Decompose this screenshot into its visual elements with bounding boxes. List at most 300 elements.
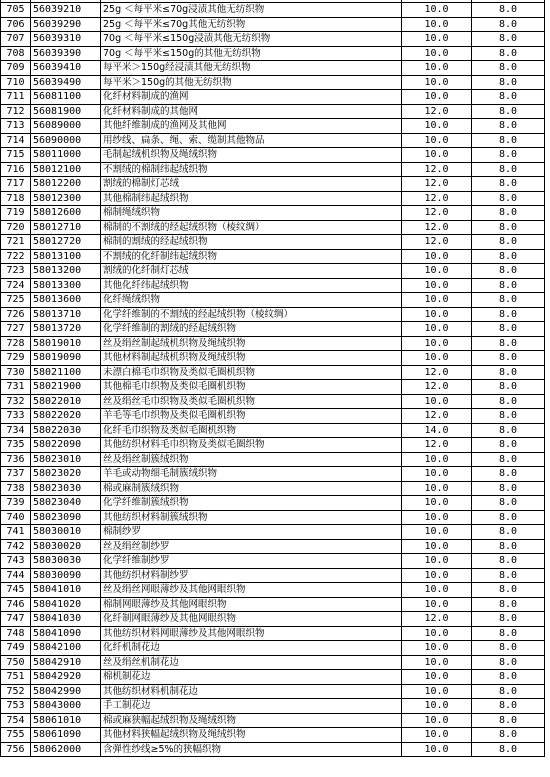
rate-mfn: 10.0 [402,684,472,699]
rate-mfn: 12.0 [402,235,472,250]
item-description: 化纤材料制成的其他网 [101,104,402,119]
rate-interim: 8.0 [472,32,545,47]
table-row [1,684,545,699]
row-number: 717 [1,177,31,192]
rate-mfn: 10.0 [402,119,472,134]
row-number: 750 [1,655,31,670]
item-description: 其他纺织材料网眼薄纱及其他网眼织物 [101,626,402,641]
row-number: 728 [1,336,31,351]
item-description: 每平米＞150g经浸渍其他无纺织物 [101,61,402,76]
rate-mfn: 10.0 [402,3,472,18]
rate-interim: 8.0 [472,133,545,148]
item-description: 化学纤维制的割绒的经起绒织物 [101,322,402,337]
rate-interim: 8.0 [472,119,545,134]
rate-mfn: 10.0 [402,496,472,511]
rate-mfn: 10.0 [402,525,472,540]
item-description: 割绒的棉制灯芯绒 [101,177,402,192]
rate-interim: 8.0 [472,699,545,714]
table-row [1,423,545,438]
table-row [1,583,545,598]
item-description: 70g ＜每平米≤150g的其他无纺织物 [101,46,402,61]
row-number: 720 [1,220,31,235]
rate-interim: 8.0 [472,46,545,61]
rate-interim: 8.0 [472,423,545,438]
table-row [1,670,545,685]
item-description: 化学纤维制纱罗 [101,554,402,569]
tariff-code: 58013100 [31,249,101,264]
rate-mfn: 10.0 [402,264,472,279]
item-description: 化纤绳绒织物 [101,293,402,308]
rate-mfn: 10.0 [402,17,472,32]
table-row [1,539,545,554]
rate-mfn: 10.0 [402,307,472,322]
item-description: 割绒的化纤制灯芯绒 [101,264,402,279]
tariff-code: 58013200 [31,264,101,279]
table-row [1,264,545,279]
rate-mfn: 10.0 [402,510,472,525]
row-number: 722 [1,249,31,264]
tariff-code: 58012720 [31,235,101,250]
table-row [1,655,545,670]
item-description: 每平米＞150g的其他无纺织物 [101,75,402,90]
rate-mfn: 10.0 [402,32,472,47]
rate-interim: 8.0 [472,177,545,192]
table-row [1,119,545,134]
rate-mfn: 10.0 [402,278,472,293]
table-row [1,568,545,583]
item-description: 化学纤维制的不割绒的经起绒织物（棱纹绸） [101,307,402,322]
item-description: 化纤毛巾织物及类似毛圈机织物 [101,423,402,438]
item-description: 棉制的割绒的经起绒织物 [101,235,402,250]
item-description: 其他纺织材料毛巾织物及类似毛圈织物 [101,438,402,453]
rate-interim: 8.0 [472,278,545,293]
tariff-code: 58013720 [31,322,101,337]
table-row [1,90,545,105]
tariff-code: 58013300 [31,278,101,293]
rate-interim: 8.0 [472,104,545,119]
rate-mfn: 12.0 [402,365,472,380]
rate-mfn: 10.0 [402,336,472,351]
rate-mfn: 12.0 [402,612,472,627]
rate-mfn: 10.0 [402,655,472,670]
rate-interim: 8.0 [472,322,545,337]
table-row [1,322,545,337]
rate-mfn: 10.0 [402,641,472,656]
table-row [1,206,545,221]
row-number: 752 [1,684,31,699]
tariff-code: 56039210 [31,3,101,18]
item-description: 其他纺织材料制簇绒织物 [101,510,402,525]
table-row [1,554,545,569]
row-number: 736 [1,452,31,467]
table-row [1,104,545,119]
tariff-code: 58023020 [31,467,101,482]
table-row [1,452,545,467]
row-number: 737 [1,467,31,482]
rate-mfn: 10.0 [402,148,472,163]
row-number: 742 [1,539,31,554]
item-description: 丝及绢丝毛巾织物及类似毛圈机织物 [101,394,402,409]
row-number: 713 [1,119,31,134]
rate-interim: 8.0 [472,307,545,322]
rate-interim: 8.0 [472,220,545,235]
rate-interim: 8.0 [472,670,545,685]
row-number: 733 [1,409,31,424]
row-number: 710 [1,75,31,90]
rate-interim: 8.0 [472,481,545,496]
row-number: 754 [1,713,31,728]
table-row [1,597,545,612]
row-number: 718 [1,191,31,206]
rate-mfn: 10.0 [402,293,472,308]
rate-mfn: 10.0 [402,699,472,714]
item-description: 其他棉制纬起绒织物 [101,191,402,206]
item-description: 化纤机制花边 [101,641,402,656]
table-row [1,380,545,395]
tariff-code: 58043000 [31,699,101,714]
rate-interim: 8.0 [472,380,545,395]
row-number: 753 [1,699,31,714]
row-number: 748 [1,626,31,641]
rate-interim: 8.0 [472,249,545,264]
row-number: 738 [1,481,31,496]
rate-mfn: 12.0 [402,104,472,119]
rate-interim: 8.0 [472,148,545,163]
table-row [1,336,545,351]
tariff-code: 58012300 [31,191,101,206]
row-number: 707 [1,32,31,47]
item-description: 棉或麻狭幅起绒织物及绳绒织物 [101,713,402,728]
item-description: 棉制的不割绒的经起绒织物（棱纹绸） [101,220,402,235]
table-row [1,713,545,728]
table-row [1,728,545,743]
rate-mfn: 10.0 [402,568,472,583]
row-number: 741 [1,525,31,540]
row-number: 729 [1,351,31,366]
table-row [1,75,545,90]
tariff-code: 56090000 [31,133,101,148]
rate-mfn: 14.0 [402,423,472,438]
item-description: 棉制绳绒织物 [101,206,402,221]
table-row [1,510,545,525]
rate-mfn: 12.0 [402,438,472,453]
rate-interim: 8.0 [472,583,545,598]
item-description: 用纱线、扁条、绳、索、缆制其他物品 [101,133,402,148]
rate-mfn: 10.0 [402,351,472,366]
tariff-code: 58022030 [31,423,101,438]
row-number: 709 [1,61,31,76]
row-number: 751 [1,670,31,685]
rate-interim: 8.0 [472,351,545,366]
table-row [1,438,545,453]
item-description: 70g ＜每平米≤150g浸渍其他无纺织物 [101,32,402,47]
rate-interim: 8.0 [472,162,545,177]
rate-interim: 8.0 [472,568,545,583]
rate-mfn: 10.0 [402,394,472,409]
table-row [1,61,545,76]
rate-mfn: 10.0 [402,133,472,148]
row-number: 747 [1,612,31,627]
table-row [1,307,545,322]
row-number: 745 [1,583,31,598]
rate-interim: 8.0 [472,641,545,656]
item-description: 25g ＜每平米≤70g浸渍其他无纺织物 [101,3,402,18]
tariff-code: 58042920 [31,670,101,685]
table-row [1,467,545,482]
row-number: 725 [1,293,31,308]
item-description: 不割绒的化纤制纬起绒织物 [101,249,402,264]
rate-mfn: 10.0 [402,597,472,612]
row-number: 743 [1,554,31,569]
item-description: 25g ＜每平米≤70g其他无纺织物 [101,17,402,32]
table-row [1,278,545,293]
row-number: 706 [1,17,31,32]
tariff-code: 58019010 [31,336,101,351]
row-number: 726 [1,307,31,322]
tariff-code: 56039410 [31,61,101,76]
rate-mfn: 10.0 [402,728,472,743]
tariff-code: 56081900 [31,104,101,119]
tariff-code: 58030090 [31,568,101,583]
table-row [1,235,545,250]
row-number: 739 [1,496,31,511]
item-description: 丝及绢丝制起绒机织物及绳绒织物 [101,336,402,351]
table-row [1,46,545,61]
rate-interim: 8.0 [472,61,545,76]
rate-mfn: 10.0 [402,90,472,105]
rate-mfn: 12.0 [402,162,472,177]
rate-interim: 8.0 [472,365,545,380]
rate-interim: 8.0 [472,742,545,757]
rate-mfn: 10.0 [402,583,472,598]
tariff-code: 58019090 [31,351,101,366]
rate-mfn: 12.0 [402,220,472,235]
tariff-code: 56089000 [31,119,101,134]
row-number: 705 [1,3,31,18]
item-description: 不割绒的棉制纬起绒织物 [101,162,402,177]
item-description: 含弹性纱线≥5%的狭幅织物 [101,742,402,757]
rate-mfn: 10.0 [402,467,472,482]
rate-mfn: 12.0 [402,206,472,221]
rate-mfn: 10.0 [402,626,472,641]
rate-interim: 8.0 [472,539,545,554]
item-description: 其他纺织材料机制花边 [101,684,402,699]
tariff-code: 58022010 [31,394,101,409]
table-row [1,641,545,656]
item-description: 棉机制花边 [101,670,402,685]
tariff-code: 56081100 [31,90,101,105]
rate-interim: 8.0 [472,409,545,424]
rate-mfn: 12.0 [402,409,472,424]
rate-interim: 8.0 [472,713,545,728]
table-row [1,525,545,540]
tariff-code: 56039490 [31,75,101,90]
row-number: 730 [1,365,31,380]
table-row [1,496,545,511]
table-row [1,162,545,177]
tariff-code: 58022020 [31,409,101,424]
table-row [1,220,545,235]
rate-interim: 8.0 [472,554,545,569]
rate-mfn: 10.0 [402,452,472,467]
rate-interim: 8.0 [472,394,545,409]
item-description: 丝及绢丝机制花边 [101,655,402,670]
row-number: 721 [1,235,31,250]
tariff-code: 58012710 [31,220,101,235]
row-number: 749 [1,641,31,656]
rate-interim: 8.0 [472,467,545,482]
table-row [1,699,545,714]
item-description: 丝及绢丝制簇绒织物 [101,452,402,467]
rate-interim: 8.0 [472,510,545,525]
item-description: 其他棉毛巾织物及类似毛圈机织物 [101,380,402,395]
rate-interim: 8.0 [472,206,545,221]
rate-mfn: 12.0 [402,177,472,192]
item-description: 棉制网眼薄纱及其他网眼织物 [101,597,402,612]
row-number: 715 [1,148,31,163]
tariff-code: 56039290 [31,17,101,32]
rate-mfn: 10.0 [402,61,472,76]
table-row [1,293,545,308]
tariff-code: 58023040 [31,496,101,511]
item-description: 手工制花边 [101,699,402,714]
rate-interim: 8.0 [472,293,545,308]
row-number: 746 [1,597,31,612]
tariff-code: 58023030 [31,481,101,496]
rate-mfn: 10.0 [402,742,472,757]
item-description: 毛制起绒机织物及绳绒织物 [101,148,402,163]
tariff-code: 58042910 [31,655,101,670]
row-number: 724 [1,278,31,293]
table-row [1,191,545,206]
table-row [1,409,545,424]
tariff-code: 58042100 [31,641,101,656]
rate-interim: 8.0 [472,597,545,612]
tariff-code: 58041020 [31,597,101,612]
tariff-code: 58030010 [31,525,101,540]
tariff-code: 58062000 [31,742,101,757]
row-number: 723 [1,264,31,279]
tariff-code: 58061090 [31,728,101,743]
item-description: 其他材料制起绒机织物及绳绒织物 [101,351,402,366]
tariff-code: 58013710 [31,307,101,322]
table-row [1,481,545,496]
table-row [1,612,545,627]
item-description: 其他纤维制成的渔网及其他网 [101,119,402,134]
row-number: 716 [1,162,31,177]
row-number: 744 [1,568,31,583]
row-number: 714 [1,133,31,148]
rate-interim: 8.0 [472,264,545,279]
table-row [1,249,545,264]
row-number: 731 [1,380,31,395]
rate-interim: 8.0 [472,438,545,453]
tariff-code: 58030020 [31,539,101,554]
tariff-code: 56039390 [31,46,101,61]
tariff-code: 58012100 [31,162,101,177]
row-number: 708 [1,46,31,61]
rate-interim: 8.0 [472,525,545,540]
item-description: 其他材料狭幅起绒织物及绳绒织物 [101,728,402,743]
rate-mfn: 12.0 [402,191,472,206]
item-description: 丝及绢丝网眼薄纱及其他网眼织物 [101,583,402,598]
rate-mfn: 10.0 [402,554,472,569]
rate-mfn: 10.0 [402,481,472,496]
item-description: 丝及绢丝制纱罗 [101,539,402,554]
rate-interim: 8.0 [472,90,545,105]
row-number: 732 [1,394,31,409]
table-row [1,351,545,366]
rate-mfn: 10.0 [402,249,472,264]
rate-mfn: 10.0 [402,713,472,728]
table-row [1,32,545,47]
row-number: 735 [1,438,31,453]
row-number: 756 [1,742,31,757]
table-row [1,133,545,148]
item-description: 未漂白棉毛巾织物及类似毛圈机织物 [101,365,402,380]
rate-mfn: 10.0 [402,539,472,554]
rate-mfn: 10.0 [402,322,472,337]
tariff-code: 58041030 [31,612,101,627]
rate-mfn: 10.0 [402,46,472,61]
row-number: 727 [1,322,31,337]
rate-interim: 8.0 [472,655,545,670]
table-row [1,742,545,757]
rate-interim: 8.0 [472,626,545,641]
item-description: 棉或麻制簇绒织物 [101,481,402,496]
tariff-code: 58021900 [31,380,101,395]
tariff-code: 58022090 [31,438,101,453]
tariff-code: 58061010 [31,713,101,728]
tariff-code: 58013600 [31,293,101,308]
rate-mfn: 10.0 [402,75,472,90]
table-row [1,3,545,18]
tariff-code: 58041010 [31,583,101,598]
tariff-table-body [1,0,545,757]
item-description: 化学纤维制簇绒织物 [101,496,402,511]
item-description: 棉制纱罗 [101,525,402,540]
rate-interim: 8.0 [472,191,545,206]
row-number: 712 [1,104,31,119]
table-row [1,365,545,380]
item-description: 化纤材料制成的渔网 [101,90,402,105]
row-number: 711 [1,90,31,105]
tariff-code: 58023090 [31,510,101,525]
row-number: 755 [1,728,31,743]
rate-interim: 8.0 [472,612,545,627]
table-row [1,177,545,192]
row-number: 740 [1,510,31,525]
table-row [1,148,545,163]
row-number: 719 [1,206,31,221]
rate-interim: 8.0 [472,496,545,511]
rate-mfn: 12.0 [402,380,472,395]
rate-interim: 8.0 [472,17,545,32]
rate-interim: 8.0 [472,235,545,250]
item-description: 其他化纤纬起绒织物 [101,278,402,293]
table-row [1,17,545,32]
rate-interim: 8.0 [472,3,545,18]
item-description: 羊毛等毛巾织物及类似毛圈机织物 [101,409,402,424]
rate-interim: 8.0 [472,75,545,90]
tariff-code: 58042990 [31,684,101,699]
tariff-code: 56039310 [31,32,101,47]
table-row [1,626,545,641]
table-row [1,394,545,409]
item-description: 羊毛或动物细毛制簇绒织物 [101,467,402,482]
item-description: 其他纺织材料制纱罗 [101,568,402,583]
tariff-code: 58023010 [31,452,101,467]
